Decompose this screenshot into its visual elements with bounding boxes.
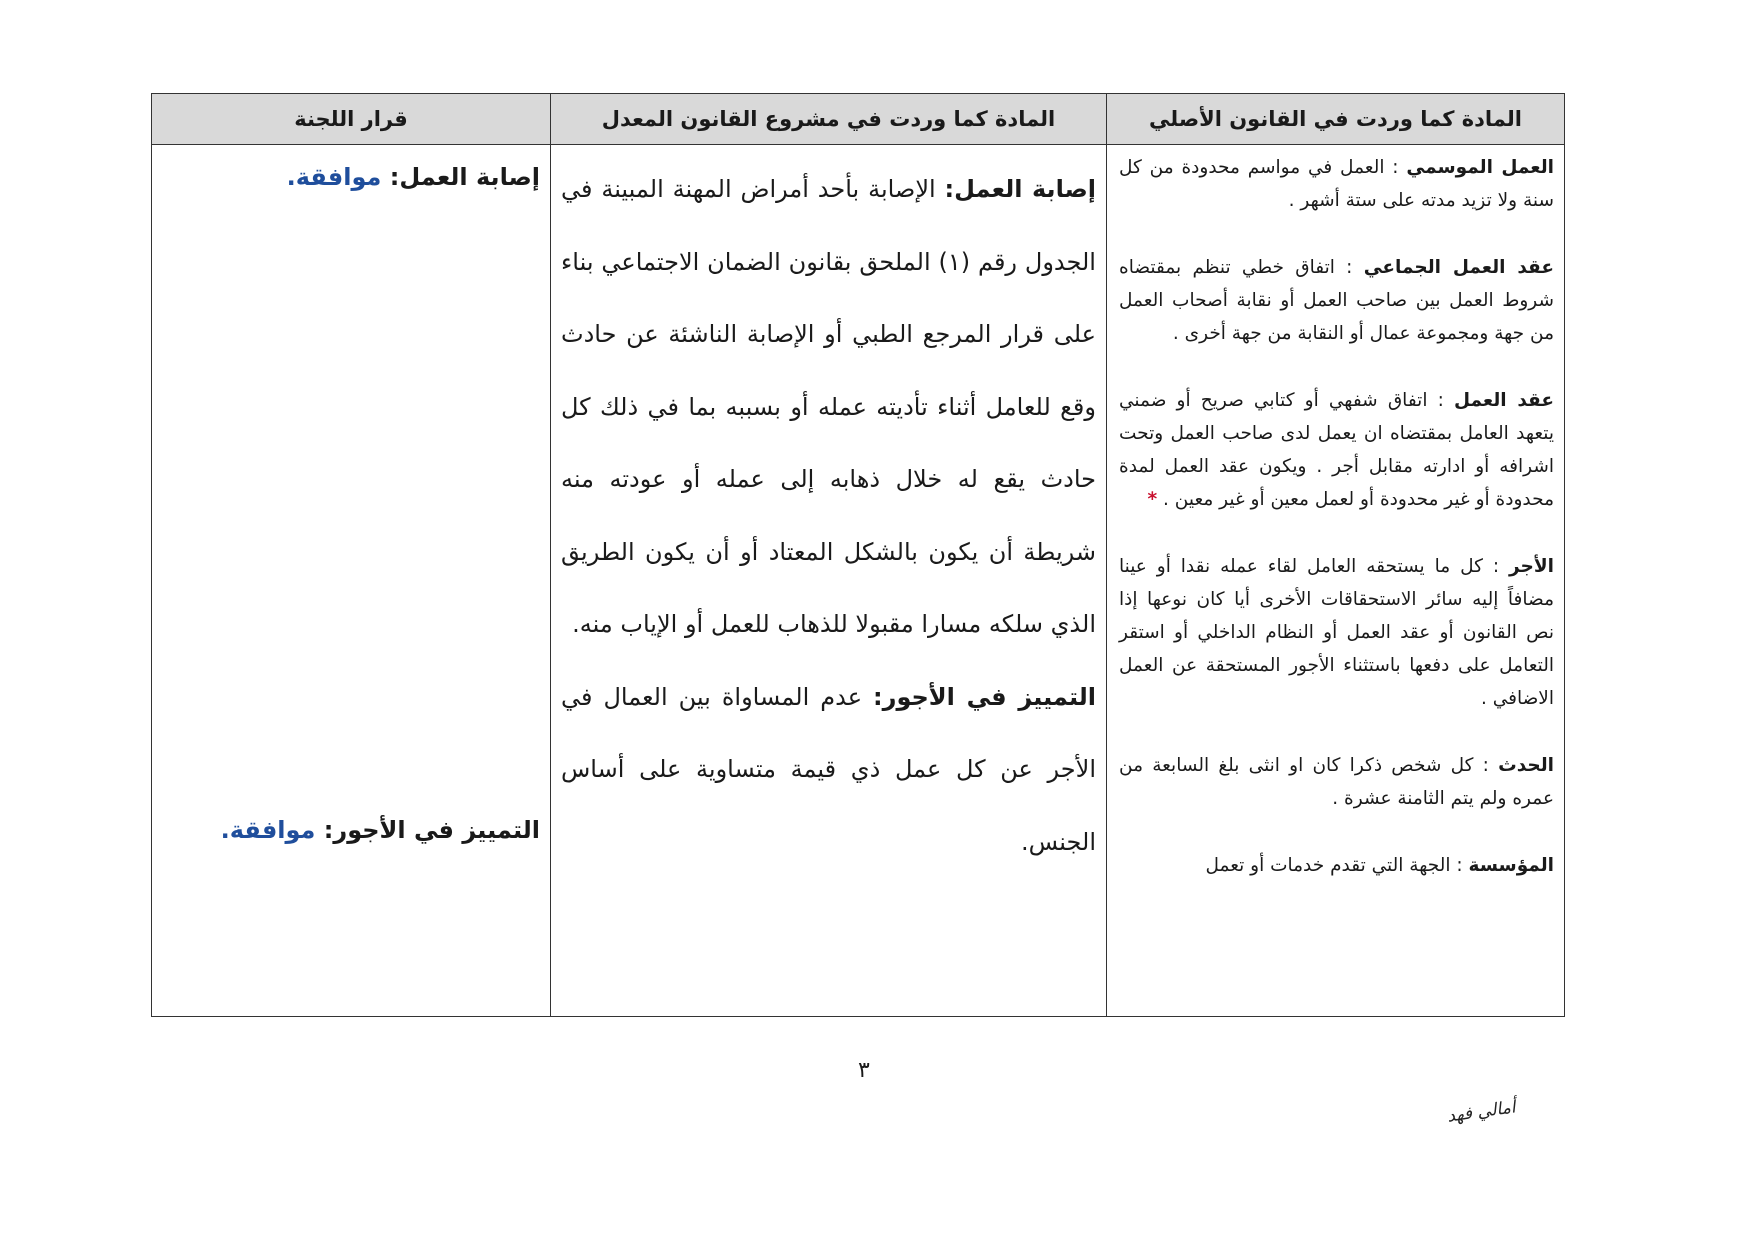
header-committee-decision: قرار اللجنة — [152, 94, 551, 145]
definition-text: الجهة التي تقدم خدمات أو تعمل — [1205, 855, 1451, 876]
amended-term: إصابة العمل: — [944, 175, 1096, 203]
separator: : — [1427, 390, 1454, 411]
definition-term: الأجر — [1509, 556, 1554, 577]
header-amended-law: المادة كما وردت في مشروع القانون المعدل — [551, 94, 1107, 145]
decision-label: التمييز في الأجور: — [323, 816, 540, 844]
table-row — [152, 145, 1565, 1017]
amended-term: التمييز في الأجور: — [873, 682, 1096, 711]
separator: : — [1384, 157, 1407, 178]
definition-entry — [1119, 151, 1554, 217]
definition-entry — [1119, 550, 1554, 715]
page-number: ٣ — [858, 1058, 870, 1083]
definition-text: اتفاق شفهي أو كتابي صريح أو ضمني يتعهد العامل بمقتضاه ان يعمل لدى صاحب العمل وتحت اشرافه أو ادارته مقابل أجر . ويكون عقد العمل لمدة محدودة أو غير محدودة أو لعمل معين أو غير معين . — [1119, 390, 1554, 510]
committee-decision-cell — [152, 145, 551, 1017]
decision-entry — [221, 812, 540, 848]
definition-text: اتفاق خطي تنظم بمقتضاه شروط العمل بين صاحب العمل أو نقابة أصحاب العمل من جهة ومجموعة عمال أو النقابة من جهة أخرى . — [1119, 257, 1554, 344]
decision-value: موافقة. — [220, 816, 324, 844]
separator: : — [1473, 755, 1499, 776]
separator: : — [1334, 257, 1364, 278]
decision-value: موافقة. — [286, 163, 390, 191]
definition-term: الحدث — [1498, 755, 1555, 776]
definition-term: المؤسسة — [1468, 855, 1554, 876]
original-law-cell — [1107, 145, 1565, 1017]
definition-term: عقد العمل الجماعي — [1363, 257, 1554, 278]
amended-text: الإصابة بأحد أمراض المهنة المبينة في الجدول رقم (١) الملحق بقانون الضمان الاجتماعي بناء على قرار المرجع الطبي أو الإصابة الناشئة عن حادث وقع للعامل أثناء تأديته عمله أو بسببه بما في ذلك كل حادث يقع له خلال ذهابه إلى عمله أو عودته منه شريطة أن يكون بالشكل المعتاد أو أن يكون الطريق الذي سلكه مسارا مقبولا للذهاب للعمل أو الإياب منه. — [561, 175, 1096, 638]
amended-entry — [561, 661, 1096, 879]
amended-entry — [561, 153, 1096, 661]
definition-entry — [1119, 251, 1554, 350]
header-original-law: المادة كما وردت في القانون الأصلي — [1107, 94, 1565, 145]
decision-label: إصابة العمل: — [389, 163, 540, 191]
definition-text: كل شخص ذكرا كان او انثى بلغ السابعة من عمره ولم يتم الثامنة عشرة . — [1119, 755, 1554, 809]
decision-entry — [287, 159, 540, 195]
comparison-table — [151, 93, 1565, 1017]
definition-entry — [1119, 384, 1554, 516]
definition-term: عقد العمل — [1454, 390, 1554, 411]
separator: : — [1450, 855, 1469, 876]
definition-term: العمل الموسمي — [1406, 157, 1554, 178]
definition-entry — [1119, 749, 1554, 815]
separator: : — [1482, 556, 1510, 577]
asterisk-mark: * — [1147, 489, 1158, 510]
signature: أمالي فهد — [1445, 1097, 1517, 1127]
table-header-row — [152, 94, 1565, 145]
definition-text: كل ما يستحقه العامل لقاء عمله نقدا أو عينا مضافاً إليه سائر الاستحقاقات الأخرى أيا كان نوعها إذا نص القانون أو عقد العمل أو النظام الداخلي أو استقر التعامل على دفعها باستثناء الأجور المستحقة عن العمل الاضافي . — [1119, 556, 1554, 709]
amended-text: عدم المساواة بين العمال في الأجر عن كل عمل ذي قيمة متساوية على أساس الجنس. — [561, 682, 1096, 856]
definition-entry — [1119, 849, 1554, 882]
definition-text: العمل في مواسم محدودة من كل سنة ولا تزيد مدته على ستة أشهر . — [1119, 157, 1554, 211]
amended-law-cell — [551, 145, 1107, 1017]
